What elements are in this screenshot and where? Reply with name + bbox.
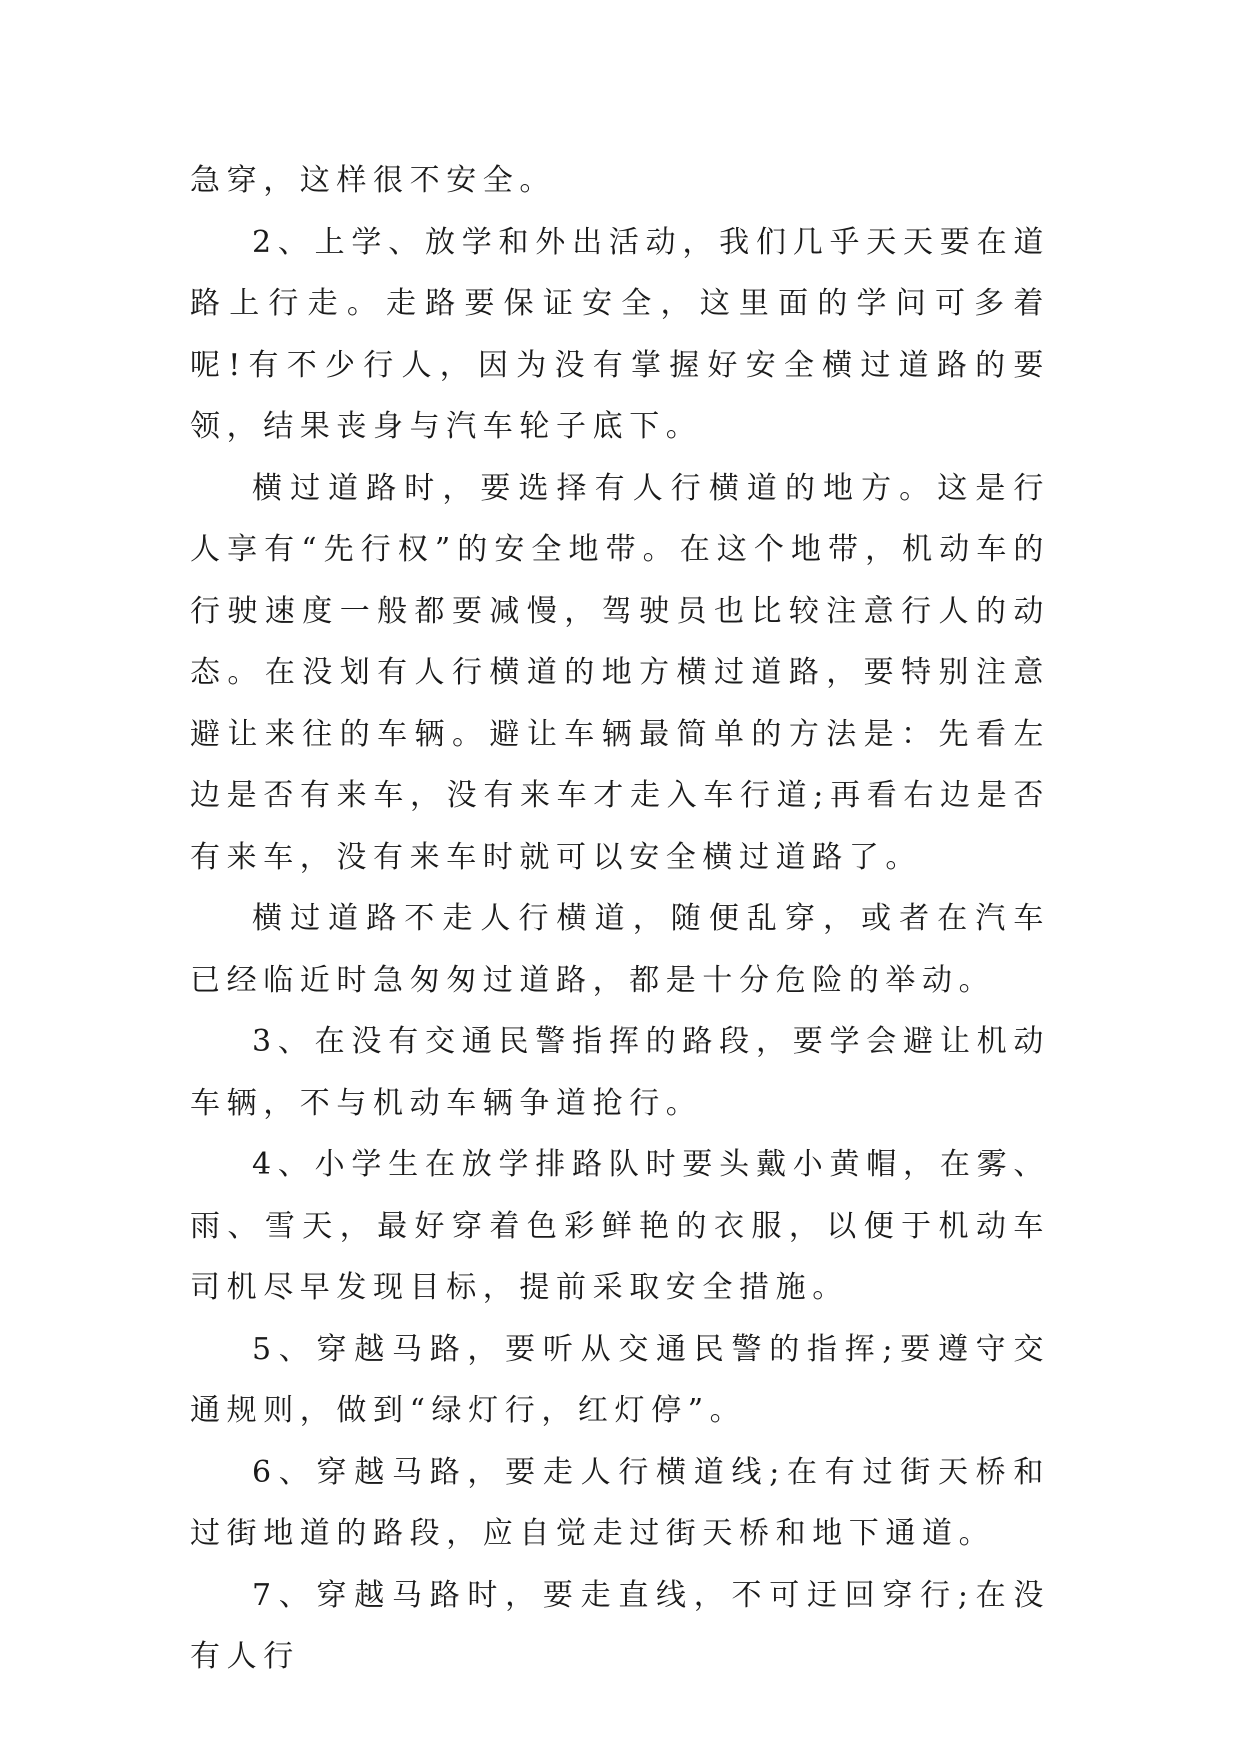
paragraph-2: 2、上学、放学和外出活动，我们几乎天天要在道路上行走。走路要保证安全，这里面的学问可多着呢!有不少行人，因为没有掌握好安全横过道路的要领，结果丧身与汽车轮子底下。 <box>190 224 1050 444</box>
paragraph-4: 横过道路不走人行横道，随便乱穿，或者在汽车已经临近时急匆匆过道路，都是十分危险的举动。 <box>190 901 1050 998</box>
paragraph-6: 4、小学生在放学排路队时要头戴小黄帽，在雾、雨、雪天，最好穿着色彩鲜艳的衣服，以便于机动车司机尽早发现目标，提前采取安全措施。 <box>190 1147 1050 1305</box>
paragraph-1: 急穿，这样很不安全。 <box>190 163 556 198</box>
paragraph-3: 横过道路时，要选择有人行横道的地方。这是行人享有“先行权”的安全地带。在这个地带，机动车的行驶速度一般都要减慢，驾驶员也比较注意行人的动态。在没划有人行横道的地方横过道路，要特别注意避让来往的车辆。避让车辆最简单的方法是：先看左边是否有来车，没有来车才走入车行道;再看右边是否有来车，没有来车时就可以安全横过道路了。 <box>190 470 1050 875</box>
paragraph-7: 5、穿越马路，要听从交通民警的指挥;要遵守交通规则，做到“绿灯行，红灯停”。 <box>190 1331 1050 1428</box>
paragraph-9: 7、穿越马路时，要走直线，不可迂回穿行;在没有人行 <box>190 1577 1050 1674</box>
document-body <box>190 150 1050 1688</box>
paragraph-5: 3、在没有交通民警指挥的路段，要学会避让机动车辆，不与机动车辆争道抢行。 <box>190 1024 1050 1121</box>
paragraph-8: 6、穿越马路，要走人行横道线;在有过街天桥和过街地道的路段，应自觉走过街天桥和地下通道。 <box>190 1454 1050 1551</box>
